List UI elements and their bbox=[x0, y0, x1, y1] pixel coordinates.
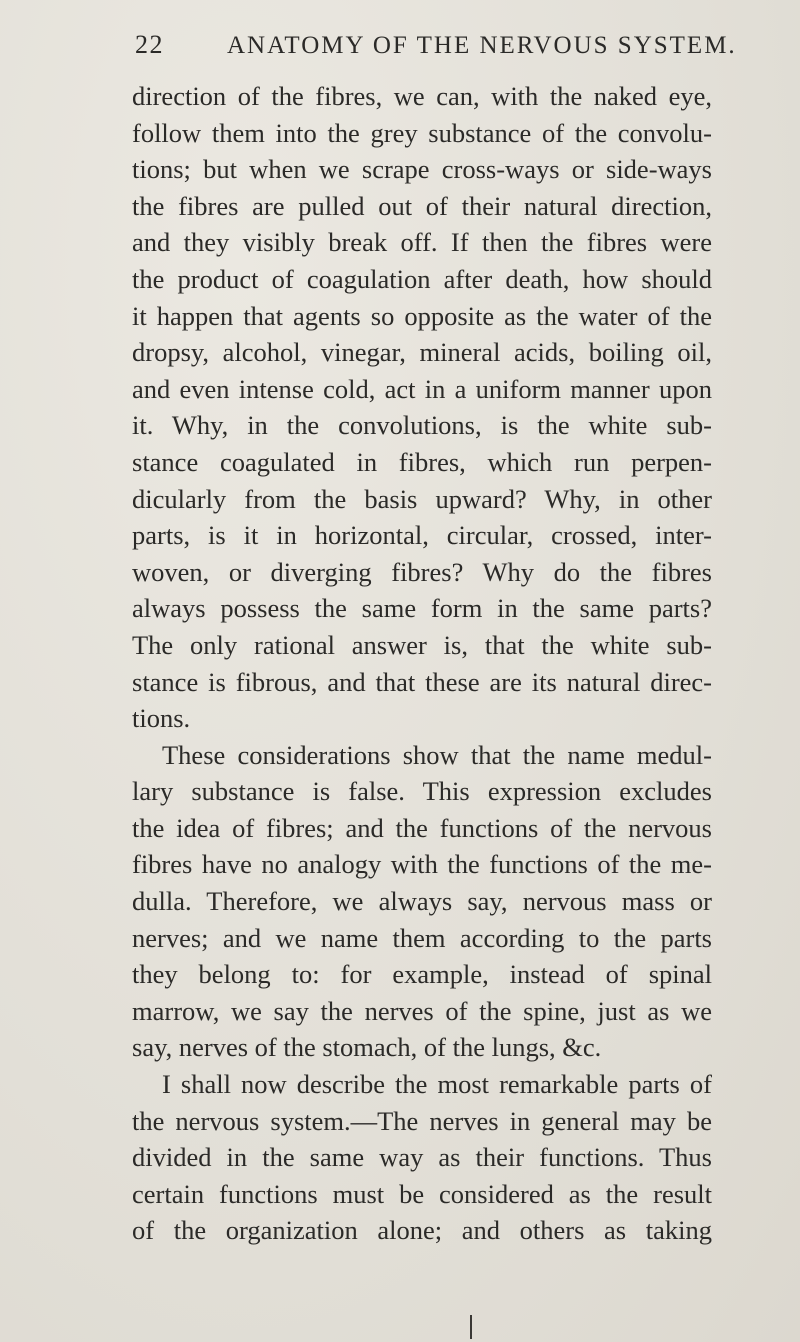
text-line: the fibres are pulled out of their natural direction, bbox=[132, 190, 712, 221]
text-line: and even intense cold, act in a uniform manner upon bbox=[132, 373, 712, 404]
text-line: certain functions must be considered as the result bbox=[132, 1178, 712, 1209]
text-line: the nervous system.—The nerves in general may be bbox=[132, 1105, 712, 1136]
text-line: the idea of fibres; and the functions of the nervous bbox=[132, 812, 712, 843]
text-line: stance coagulated in fibres, which run perpen- bbox=[132, 446, 712, 477]
text-line: direction of the fibres, we can, with the naked eye, bbox=[132, 81, 712, 111]
text-line: parts, is it in horizontal, circular, crossed, inter- bbox=[132, 520, 712, 551]
page-number: 22 bbox=[135, 30, 164, 59]
text-line: of the organization alone; and others as taking bbox=[132, 1215, 712, 1246]
text-line: they belong to: for example, instead of spinal bbox=[132, 959, 712, 990]
text-line: dropsy, alcohol, vinegar, mineral acids, boiling oil, bbox=[132, 337, 712, 368]
text-line: lary substance is false. This expression excludes bbox=[132, 776, 712, 807]
text-line: woven, or diverging fibres? Why do the fibres bbox=[132, 556, 712, 587]
running-title: ANATOMY OF THE NERVOUS SYSTEM. bbox=[227, 32, 737, 59]
text-line: and they visibly break off. If then the fibres were bbox=[132, 227, 712, 258]
text-line: fibres have no analogy with the functions of the me- bbox=[132, 849, 712, 880]
text-line: follow them into the grey substance of the convolu- bbox=[132, 117, 712, 148]
text-line: divided in the same way as their functions. Thus bbox=[132, 1142, 712, 1173]
catchword-mark bbox=[470, 1315, 472, 1339]
text-line: tions. bbox=[132, 703, 191, 734]
paragraph-start-line: These considerations show that the name medul- bbox=[162, 739, 712, 770]
text-line: it happen that agents so opposite as the water of the bbox=[132, 300, 712, 331]
paragraph-start-line: I shall now describe the most remarkable parts of bbox=[162, 1069, 712, 1100]
body-text bbox=[132, 78, 712, 1249]
text-line: say, nerves of the stomach, of the lungs, &c. bbox=[132, 1032, 602, 1063]
text-line: nerves; and we name them according to the parts bbox=[132, 922, 712, 953]
text-line: dulla. Therefore, we always say, nervous mass or bbox=[132, 886, 712, 917]
running-head bbox=[135, 30, 740, 70]
text-line: always possess the same form in the same parts? bbox=[132, 593, 712, 624]
text-line: the product of coagulation after death, how should bbox=[132, 263, 712, 294]
text-line: tions; but when we scrape cross-ways or side-ways bbox=[132, 154, 712, 185]
text-line: dicularly from the basis upward? Why, in other bbox=[132, 483, 712, 514]
text-line: stance is fibrous, and that these are its natural direc- bbox=[132, 666, 712, 697]
text-line: it. Why, in the convolutions, is the white sub- bbox=[132, 410, 712, 441]
text-line: marrow, we say the nerves of the spine, just as we bbox=[132, 995, 712, 1026]
text-line: The only rational answer is, that the white sub- bbox=[132, 629, 712, 660]
